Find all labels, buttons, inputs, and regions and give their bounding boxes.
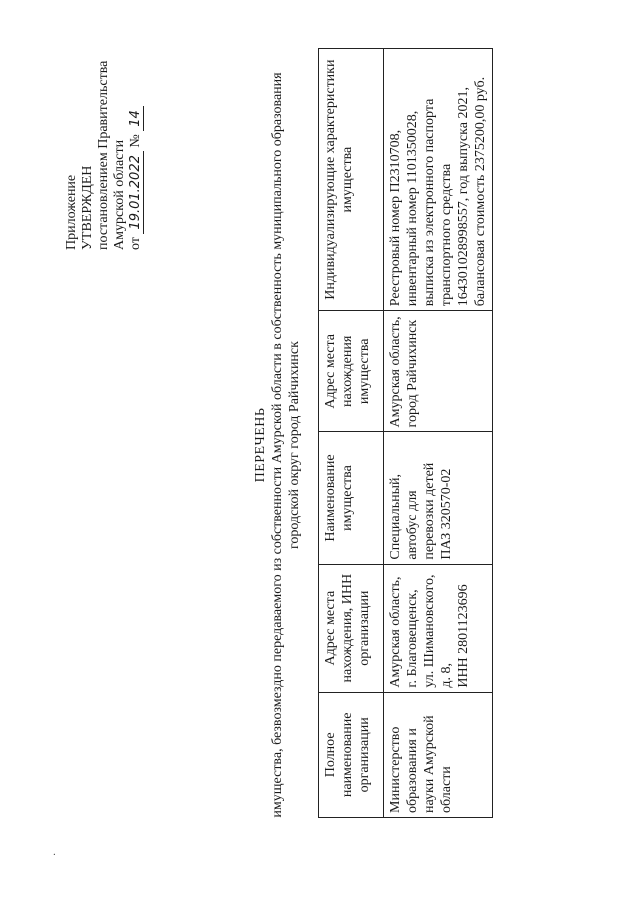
characteristic-line: балансовая стоимость 2375200,00 руб.: [473, 76, 488, 307]
approval-approved: УТВЕРЖДЕН: [80, 165, 95, 250]
org-inn: ИНН 2801123696: [456, 584, 471, 688]
cell-org: Министерство образования и науки Амурской области: [384, 692, 493, 817]
approval-block: [64, 61, 144, 250]
date-value: 19.01.2022: [128, 151, 144, 233]
org-address-line: ул. Шимановского,: [422, 574, 437, 688]
org-address-line: д. 8,: [439, 663, 454, 688]
header-org-address: Адрес места нахождения, ИНН организации: [319, 564, 384, 692]
approval-resolution: постановлением Правительства: [96, 60, 111, 250]
document-heading: [252, 10, 303, 880]
header-org: Полное наименование организации: [319, 692, 384, 817]
property-table: [318, 48, 493, 818]
cell-property: Специальный, автобус для перевозки детей ПАЗ 320570-02: [384, 432, 493, 564]
approval-region: Амурской области: [112, 139, 127, 250]
cell-property-address: Амурская область, город Райчихинск: [384, 311, 493, 432]
date-prefix: от: [128, 237, 143, 250]
number-prefix: №: [128, 134, 143, 148]
cell-characteristics: [384, 49, 493, 311]
org-address-line: г. Благовещенск,: [405, 589, 420, 688]
rotated-page: [40, 10, 600, 880]
document-title: ПЕРЕЧЕНЬ: [253, 407, 268, 483]
header-characteristics: Индивидуализирующие характеристики имущества: [319, 49, 384, 311]
characteristic-line: транспортного средства: [439, 163, 454, 307]
table-row: [384, 49, 493, 818]
characteristic-line: Реестровый номер П2310708,: [388, 129, 403, 307]
characteristic-line: выписка из электронного паспорта: [422, 98, 437, 307]
document-subtitle-2: городской округ город Райчихинск: [287, 341, 302, 549]
characteristic-line: инвентарный номер 1101350028,: [405, 110, 420, 307]
cell-org-address: [384, 564, 493, 692]
approval-appendix: Приложение: [64, 174, 79, 250]
org-address-line: Амурская область,: [388, 576, 403, 688]
number-value: 14: [128, 106, 144, 131]
table-header-row: [319, 49, 384, 818]
header-property: Наименование имущества: [319, 432, 384, 564]
approval-date-line: [128, 61, 144, 250]
document-subtitle: имущества, безвозмездно передаваемого из собственности Амурской области в собственность муниципального образования: [270, 72, 285, 818]
scan-mark: ·: [50, 852, 61, 856]
header-property-address: Адрес места нахождения имущества: [319, 311, 384, 432]
characteristic-line: 164301028998557, год выпуска 2021,: [456, 87, 471, 307]
